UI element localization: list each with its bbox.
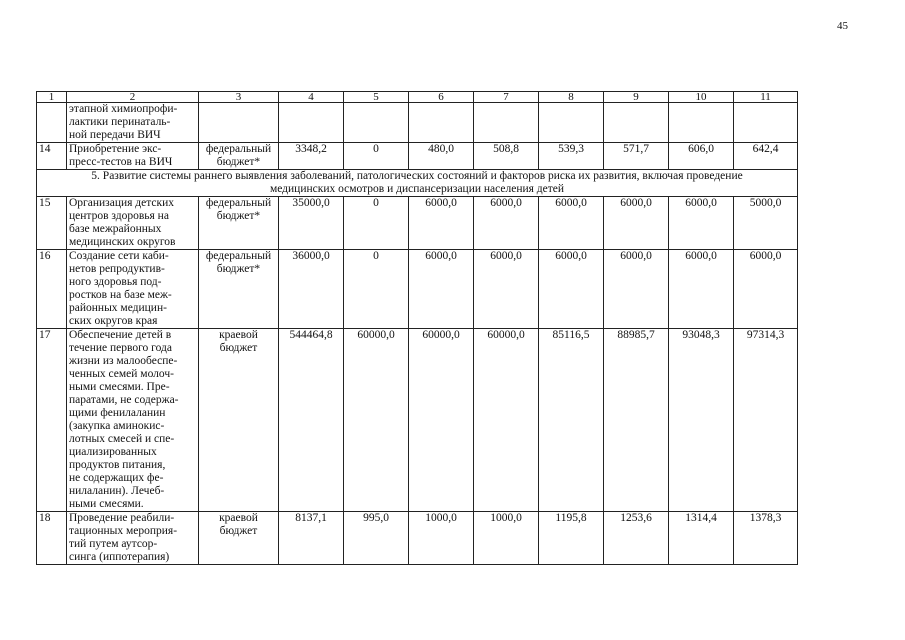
cell-text: 6: [438, 91, 444, 103]
cell-text: 6000,0: [490, 197, 522, 209]
column-number: [199, 92, 279, 103]
cell-line: течение первого года: [69, 342, 172, 354]
row-number: [37, 197, 67, 250]
cell-text: 10: [695, 91, 707, 103]
budget-table: [36, 91, 798, 565]
value-cell: [604, 143, 669, 170]
cell-line: паратами, не содержа-: [69, 394, 179, 406]
value-cell: [734, 250, 798, 329]
cell-line: ными смесями. Пре-: [69, 381, 170, 393]
cell-text: 5000,0: [749, 197, 782, 209]
cell-line: Приобретение экс-: [69, 143, 162, 155]
section-title: [37, 170, 798, 197]
cell-line: ских округов края: [69, 315, 158, 327]
cell-line: бюджет: [219, 525, 258, 537]
value-cell: [604, 250, 669, 329]
cell-text: 0: [373, 197, 379, 209]
empty-cell: [409, 103, 474, 143]
cell-line: жизни из малообеспе-: [69, 355, 178, 367]
cell-text: 97314,3: [746, 329, 785, 341]
cell-text: 544464,8: [289, 329, 333, 341]
value-cell: [669, 329, 734, 512]
row-number: [37, 143, 67, 170]
page-number: 45: [837, 20, 848, 32]
cell-text: 539,3: [558, 143, 584, 155]
cell-text: 36000,0: [292, 250, 330, 262]
cell-text: 2: [129, 91, 136, 103]
table-row: [37, 512, 798, 565]
measure-name: [67, 143, 199, 170]
value-cell: [344, 197, 409, 250]
value-cell: [669, 143, 734, 170]
column-number: [604, 92, 669, 103]
cell-text: 1000,0: [425, 512, 457, 524]
value-cell: [734, 512, 798, 565]
column-number: [669, 92, 734, 103]
cell-line: федеральный: [205, 143, 272, 155]
column-number: [37, 92, 67, 103]
cell-line: ростков на базе меж-: [69, 289, 172, 301]
cell-text: 606,0: [688, 143, 714, 155]
value-cell: [344, 512, 409, 565]
cell-line: ной передачи ВИЧ: [69, 129, 161, 141]
funding-source: [199, 329, 279, 512]
row-number: [37, 329, 67, 512]
cell-text: 88985,7: [617, 329, 655, 341]
cell-line: бюджет*: [216, 210, 261, 222]
value-cell: [279, 250, 344, 329]
table-row: [37, 143, 798, 170]
cell-text: 3: [235, 91, 242, 103]
measure-name: [67, 512, 199, 565]
value-cell: [474, 197, 539, 250]
cell-text: 93048,3: [682, 329, 720, 341]
cell-text: 6000,0: [620, 250, 652, 262]
cell-line: ного здоровья под-: [69, 276, 162, 288]
empty-cell: [474, 103, 539, 143]
cell-text: 17: [39, 329, 51, 341]
value-cell: [734, 329, 798, 512]
cell-text: 0: [373, 250, 379, 262]
value-cell: [539, 143, 604, 170]
value-cell: [604, 329, 669, 512]
cell-line: нетов репродуктив-: [69, 263, 165, 275]
cell-text: 0: [373, 143, 379, 155]
cell-line: Создание сети каби-: [69, 250, 169, 262]
cell-text: 6000,0: [490, 250, 522, 262]
cell-text: 6000,0: [685, 197, 717, 209]
cell-text: 508,8: [493, 143, 519, 155]
cell-line: Организация детских: [69, 197, 175, 209]
funding-source: [199, 143, 279, 170]
value-cell: [279, 512, 344, 565]
empty-cell: [604, 103, 669, 143]
value-cell: [409, 250, 474, 329]
cell-text: 6000,0: [685, 250, 717, 262]
table-row: [37, 197, 798, 250]
cell-line: медицинских округов: [69, 236, 176, 248]
cell-text: 1314,4: [685, 512, 717, 524]
value-cell: [669, 197, 734, 250]
row-number: [37, 103, 67, 143]
value-cell: [539, 250, 604, 329]
empty-cell: [669, 103, 734, 143]
column-number: [474, 92, 539, 103]
empty-cell: [539, 103, 604, 143]
value-cell: [409, 329, 474, 512]
table-row-continued: [37, 103, 798, 143]
cell-text: 995,0: [363, 512, 389, 524]
value-cell: [474, 329, 539, 512]
cell-text: 4: [308, 91, 314, 103]
cell-text: 1195,8: [555, 512, 587, 524]
measure-name: [67, 197, 199, 250]
measure-name: [67, 103, 199, 143]
cell-line: краевой: [219, 329, 258, 341]
value-cell: [344, 329, 409, 512]
cell-text: 480,0: [428, 143, 454, 155]
column-number: [734, 92, 798, 103]
cell-line: бюджет: [219, 342, 258, 354]
value-cell: [539, 197, 604, 250]
cell-text: 6000,0: [555, 197, 587, 209]
column-number: [409, 92, 474, 103]
cell-line: щими фенилаланин: [69, 407, 166, 419]
column-number: [539, 92, 604, 103]
cell-line: федеральный: [205, 197, 272, 209]
cell-line: медицинских осмотров и диспансеризации населения детей: [269, 183, 565, 195]
value-cell: [409, 143, 474, 170]
measure-name: [67, 329, 199, 512]
column-number: [67, 92, 199, 103]
value-cell: [539, 512, 604, 565]
cell-line: лактики перинаталь-: [69, 116, 171, 128]
cell-text: 8: [568, 91, 574, 103]
cell-text: 6000,0: [749, 250, 782, 262]
funding-source: [199, 250, 279, 329]
cell-text: 1: [48, 91, 55, 103]
cell-text: 642,4: [752, 143, 779, 155]
column-number: [344, 92, 409, 103]
empty-cell: [279, 103, 344, 143]
cell-line: этапной химиопрофи-: [69, 103, 178, 115]
cell-text: 6000,0: [555, 250, 587, 262]
cell-text: 5: [373, 91, 379, 103]
value-cell: [669, 512, 734, 565]
value-cell: [409, 197, 474, 250]
table-row: [37, 250, 798, 329]
measure-name: [67, 250, 199, 329]
cell-line: Обеспечение детей в: [69, 329, 172, 341]
value-cell: [279, 329, 344, 512]
cell-line: районных медицин-: [69, 302, 167, 314]
value-cell: [669, 250, 734, 329]
cell-text: 60000,0: [422, 329, 460, 341]
cell-text: 11: [760, 91, 771, 103]
value-cell: [539, 329, 604, 512]
cell-text: 3348,2: [295, 143, 327, 155]
cell-text: 6000,0: [620, 197, 652, 209]
funding-source: [199, 197, 279, 250]
value-cell: [734, 197, 798, 250]
cell-line: Проведение реабили-: [69, 512, 175, 524]
row-number: [37, 250, 67, 329]
value-cell: [474, 512, 539, 565]
cell-text: 1378,3: [749, 512, 782, 524]
cell-line: 5. Развитие системы раннего выявления заболеваний, патологических состояний и факторов риска их развития, включая проведение: [91, 170, 743, 182]
value-cell: [734, 143, 798, 170]
column-number-row: [37, 92, 798, 103]
cell-text: 571,7: [623, 143, 649, 155]
cell-line: бюджет*: [216, 263, 261, 275]
cell-line: продуктов питания,: [69, 459, 166, 471]
cell-text: 15: [39, 197, 51, 209]
cell-line: бюджет*: [216, 156, 261, 168]
cell-line: тационных мероприя-: [69, 525, 178, 537]
value-cell: [279, 143, 344, 170]
value-cell: [474, 143, 539, 170]
row-number: [37, 512, 67, 565]
cell-line: краевой: [219, 512, 258, 524]
funding-source: [199, 512, 279, 565]
value-cell: [344, 143, 409, 170]
value-cell: [604, 197, 669, 250]
empty-cell: [734, 103, 798, 143]
cell-line: (закупка аминокис-: [69, 420, 165, 432]
value-cell: [409, 512, 474, 565]
cell-text: 85116,5: [552, 329, 590, 341]
empty-cell: [199, 103, 279, 143]
value-cell: [604, 512, 669, 565]
cell-line: не содержащих фе-: [69, 472, 164, 484]
cell-line: пресс-тестов на ВИЧ: [69, 156, 173, 168]
cell-text: 16: [39, 250, 51, 262]
cell-text: 60000,0: [357, 329, 395, 341]
cell-text: 35000,0: [292, 197, 330, 209]
cell-line: синга (иппотерапия): [69, 551, 170, 563]
cell-line: центров здоровья на: [69, 210, 169, 222]
column-number: [279, 92, 344, 103]
cell-text: 6000,0: [425, 197, 457, 209]
cell-text: 8137,1: [295, 512, 327, 524]
cell-text: 1253,6: [620, 512, 652, 524]
cell-line: федеральный: [205, 250, 272, 262]
cell-text: 6000,0: [425, 250, 457, 262]
empty-cell: [344, 103, 409, 143]
cell-line: лотных смесей и спе-: [69, 433, 175, 445]
cell-text: 60000,0: [487, 329, 525, 341]
cell-text: 7: [503, 91, 509, 103]
cell-text: 9: [633, 91, 639, 103]
value-cell: [344, 250, 409, 329]
section-header-row: [37, 170, 798, 197]
value-cell: [279, 197, 344, 250]
cell-line: тий путем аутсор-: [69, 538, 158, 550]
cell-text: 14: [39, 143, 51, 155]
cell-text: 18: [39, 512, 51, 524]
cell-line: нилаланин). Лечеб-: [69, 485, 165, 497]
cell-text: 1000,0: [490, 512, 522, 524]
cell-line: базе межрайонных: [69, 223, 162, 235]
value-cell: [474, 250, 539, 329]
table-row: [37, 329, 798, 512]
cell-line: циализированных: [69, 446, 157, 458]
cell-line: ченных семей молоч-: [69, 368, 174, 380]
cell-line: ными смесями.: [69, 498, 144, 510]
